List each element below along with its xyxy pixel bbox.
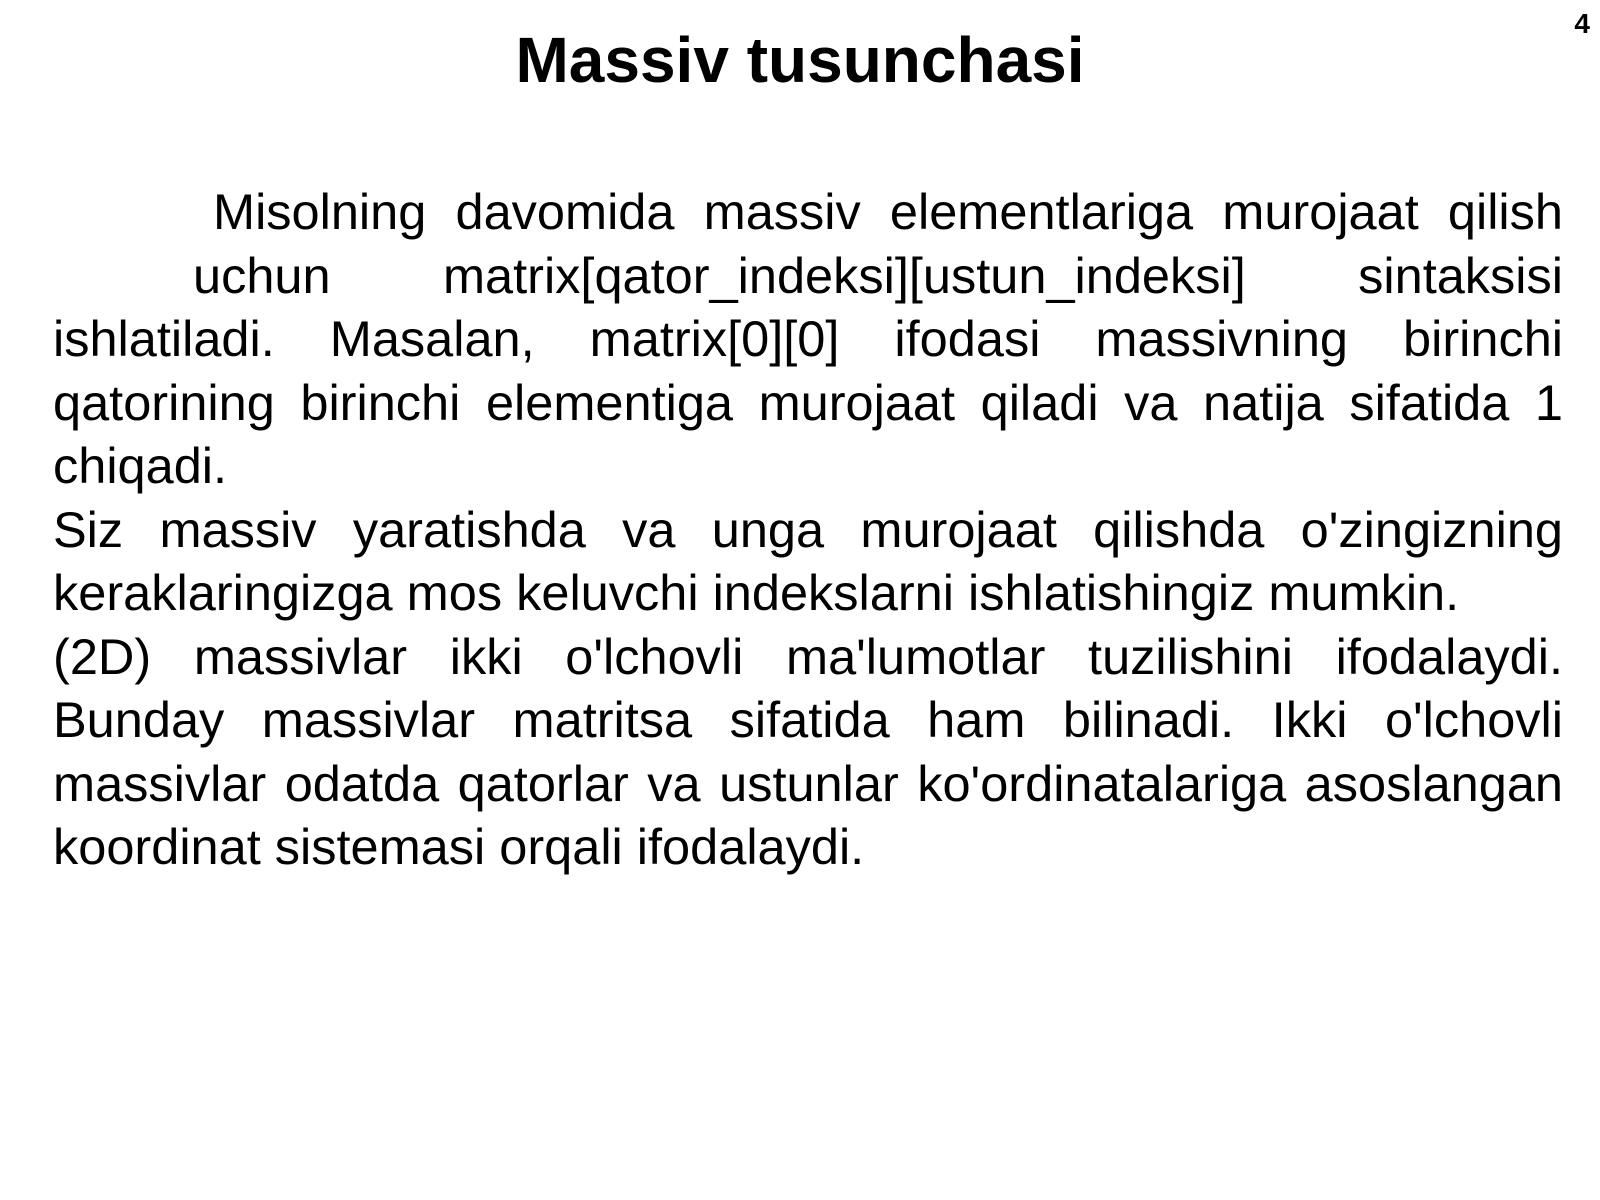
paragraph-indexing-syntax-part-a: Misolning davomida massiv elementlariga murojaat qilish — [213, 183, 1563, 240]
paragraph-indexing-syntax-part-b: uchun matrix[qator_indeksi][ustun_indeksi] sintaksisi ishlatiladi. Masalan, matrix[0][0] ifodasi massivning birinchi qatorining birinchi elementiga murojaat qiladi va natija sifatida 1 chiqadi. — [53, 246, 1563, 494]
page-number: 4 — [1574, 8, 1590, 39]
slide-title: Massiv tusunchasi — [515, 24, 1085, 96]
paragraph-indexing-syntax — [53, 180, 1563, 498]
paragraph-2d-arrays: (2D) massivlar ikki o'lchovli ma'lumotlar tuzilishini ifodalaydi. Bunday massivlar matritsa sifatida ham bilinadi. Ikki o'lchovli massivlar odatda qatorlar va ustunlar ko'ordinatalariga asoslangan koordinat sistemasi orqali ifodalaydi. — [53, 627, 1563, 875]
slide-body — [53, 180, 1563, 879]
paragraph-custom-indexes: Siz massiv yaratishda va unga murojaat qilishda o'zingizning keraklaringizga mos keluvchi indekslarni ishlatishingiz mumkin. — [53, 500, 1563, 621]
